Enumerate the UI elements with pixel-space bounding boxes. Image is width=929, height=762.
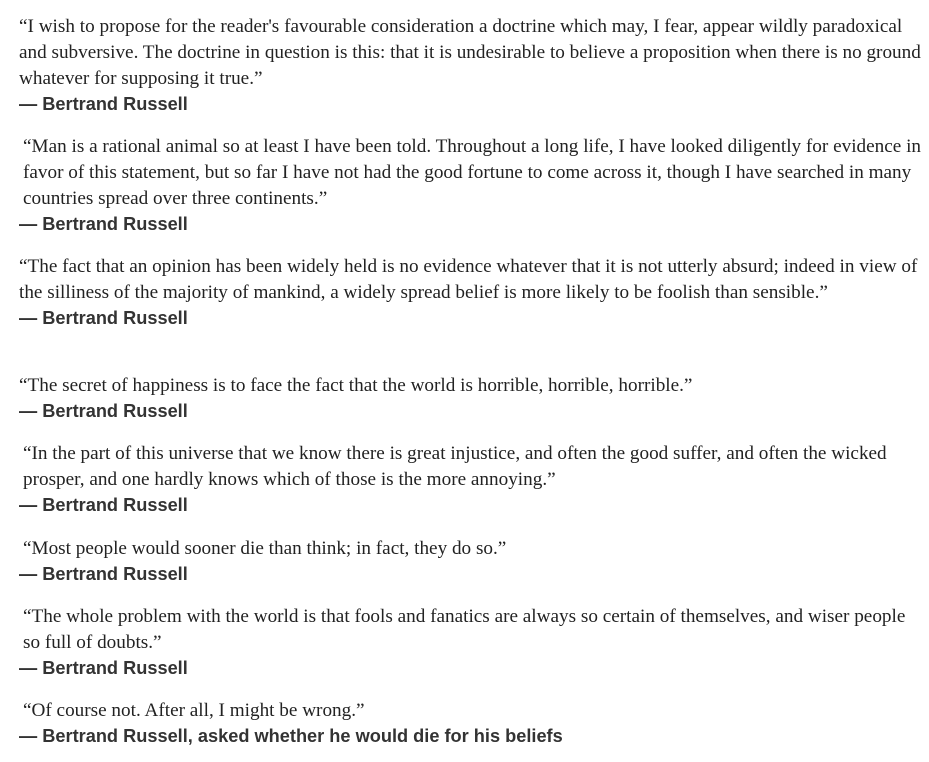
quote-text: “In the part of this universe that we know there is great injustice, and often the good suffer, and often the wicked prosper, and one hardly knows which of those is the more annoying.”	[23, 443, 887, 490]
quote-item	[19, 134, 924, 236]
quote-author: ― Bertrand Russell	[19, 214, 188, 234]
quote-author: ― Bertrand Russell, asked whether he would die for his beliefs	[19, 726, 563, 746]
quote-author: ― Bertrand Russell	[19, 308, 188, 328]
quote-text: “Most people would sooner die than think; in fact, they do so.”	[23, 538, 507, 559]
quote-item	[19, 604, 924, 680]
quote-text: “The fact that an opinion has been widely held is no evidence whatever that it is not utterly absurd; indeed in view of the silliness of the majority of mankind, a widely spread belief is more likely to be foolish than sensible.”	[19, 256, 918, 303]
quote-item	[19, 698, 924, 748]
quote-author: ― Bertrand Russell	[19, 658, 188, 678]
quote-author: ― Bertrand Russell	[19, 401, 188, 421]
quote-text: “The secret of happiness is to face the fact that the world is horrible, horrible, horrible.”	[19, 375, 693, 396]
quote-item	[19, 14, 924, 116]
quote-author: ― Bertrand Russell	[19, 94, 188, 114]
quote-item	[19, 373, 924, 423]
quote-text: “Of course not. After all, I might be wrong.”	[23, 700, 365, 721]
quote-text: “The whole problem with the world is that fools and fanatics are always so certain of themselves, and wiser people so full of doubts.”	[23, 606, 906, 653]
quote-author: ― Bertrand Russell	[19, 564, 188, 584]
quote-item	[19, 254, 924, 330]
quote-item	[19, 441, 924, 517]
quote-item	[19, 536, 924, 586]
quote-text: “I wish to propose for the reader's favourable consideration a doctrine which may, I fear, appear wildly paradoxical and subversive. The doctrine in question is this: that it is undesirable to believe a proposition when there is no ground whatever for supposing it true.”	[19, 16, 921, 89]
quote-author: ― Bertrand Russell	[19, 495, 188, 515]
quote-text: “Man is a rational animal so at least I have been told. Throughout a long life, I have looked diligently for evidence in favor of this statement, but so far I have not had the good fortune to come across it, though I have searched in many countries spread over three continents.”	[23, 136, 921, 209]
